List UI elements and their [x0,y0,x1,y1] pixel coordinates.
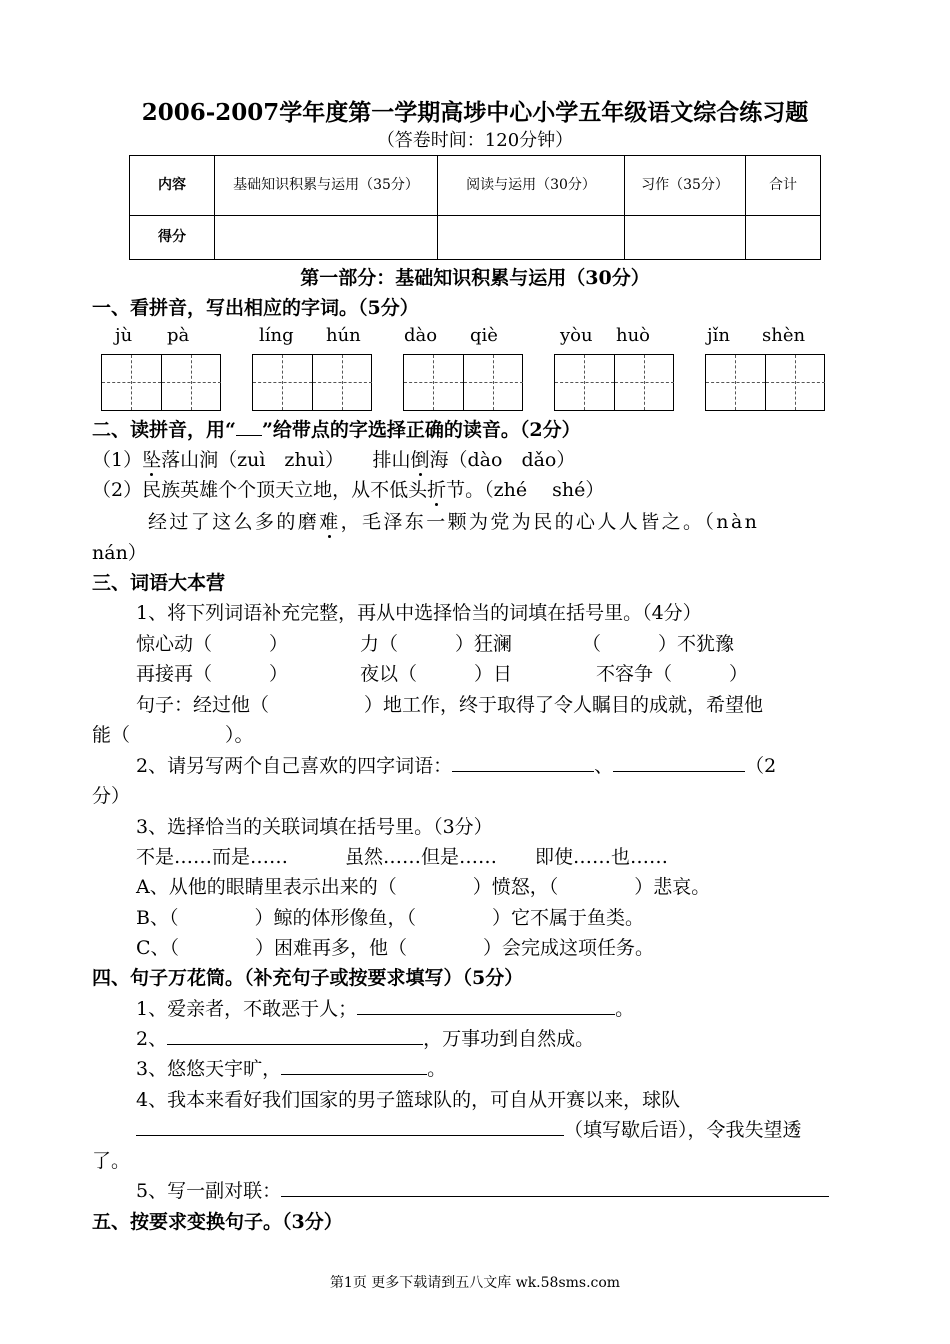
score-table [129,155,821,260]
q3-sentence-b: 能（ ）。 [92,724,254,746]
pinyin-1a: jù [115,325,133,346]
idiom-fill-2[interactable]: 力（ ）狂澜 [360,633,513,655]
score-table-header-basics: 基础知识积累与运用（35分） [215,156,438,216]
idiom-fill-5[interactable]: 夜以（ ）日 [360,663,513,685]
q4-item-4-line3: 了。 [92,1150,131,1172]
writing-grid[interactable] [252,354,372,411]
score-cell-basics[interactable] [215,216,438,260]
q3-sub2: 2、请另写两个自己喜欢的四字词语： 、 （2 [136,755,777,777]
writing-grid[interactable] [403,354,523,411]
score-cell-writing[interactable] [625,216,746,260]
q3-title: 三、词语大本营 [92,572,226,594]
q3-item-a[interactable]: A、从他的眼睛里表示出来的（ ）愤怒，（ ）悲哀。 [136,876,711,898]
score-cell-total[interactable] [746,216,821,260]
pinyin-4a: yòu [560,325,593,346]
writing-grid[interactable] [554,354,674,411]
q3-sub3: 3、选择恰当的关联词填在括号里。（3分） [136,816,493,838]
sentence-blank[interactable] [281,1056,427,1075]
xiehouyu-blank[interactable] [136,1117,564,1136]
pinyin-1b: pà [167,325,190,346]
q4-item-5: 5、写一副对联： [136,1176,829,1203]
pinyin-2b: hún [326,325,361,346]
pinyin-3b: qiè [470,325,498,346]
pinyin-5b: shèn [762,325,806,346]
page-title: 2006-2007学年度第一学期高埗中心小学五年级语文综合练习题 [141,99,809,126]
four-char-word-blank[interactable] [613,753,745,772]
part1-title: 第一部分：基础知识积累与运用（30分） [300,267,650,289]
score-table-score-label: 得分 [130,216,215,260]
pinyin-4b: huò [616,325,651,346]
idiom-fill-3[interactable]: （ ）不犹豫 [582,633,735,655]
pinyin-5a: jǐn [707,325,730,346]
q5-title: 五、按要求变换句子。（3分） [92,1211,343,1233]
q1-title: 一、看拼音，写出相应的字词。（5分） [92,297,419,319]
score-cell-reading[interactable] [438,216,625,260]
q2-line-2: （2）民族英雄个个顶天立地，从不低头折节。（zhé shé） [92,479,605,501]
pinyin-3a: dào [404,325,438,346]
q3-sub1: 1、将下列词语补充完整，再从中选择恰当的词填在括号里。（4分） [136,602,702,624]
idiom-fill-4[interactable]: 再接再（ ） [136,663,289,685]
q4-item-4: 4、我本来看好我们国家的男子篮球队的，可自从开赛以来，球队 [136,1089,681,1111]
sentence-blank[interactable] [167,1026,423,1045]
q4-item-1: 1、爱亲者，不敢恶于人； 。 [136,998,635,1020]
conjunction-options: 不是……而是…… 虽然……但是…… 即使……也…… [136,846,669,868]
q2-title: 二、读拼音，用“ ”给带点的字选择正确的读音。（2分） [92,419,581,441]
pinyin-2a: líng [259,325,294,346]
q3-item-c[interactable]: C、（ ）困难再多，他（ ）会完成这项任务。 [136,937,655,959]
score-table-header-content: 内容 [130,156,215,216]
four-char-word-blank[interactable] [452,753,594,772]
q3-sentence-a: 句子：经过他（ ）地工作，终于取得了令人瞩目的成就，希望他 [136,694,764,716]
idiom-fill-6[interactable]: 不容争（ ） [596,663,749,685]
q2-line-1: （1）坠落山涧（zuì zhuì） 排山倒海（dào dǎo） [92,449,576,471]
sentence-blank[interactable] [357,996,615,1015]
couplet-blank[interactable] [281,1178,829,1197]
q2-line-4: nán） [92,542,147,564]
q4-title: 四、句子万花筒。（补充句子或按要求填写）（5分） [92,967,524,989]
q2-line-3: 经过了这么多的磨难，毛泽东一颗为党为民的心人人皆之。（nàn [148,511,760,533]
writing-grid[interactable] [101,354,221,411]
q4-item-2: 2、 ，万事功到自然成。 [136,1028,595,1050]
page-footer: 第1页 更多下载请到五八文库 wk.58sms.com [329,1275,621,1291]
q3-sub2-points: 分） [92,785,131,807]
q3-item-b[interactable]: B、（ ）鲸的体形像鱼，（ ）它不属于鱼类。 [136,907,644,929]
q4-item-3: 3、悠悠天宇旷， 。 [136,1058,447,1080]
score-table-header-writing: 习作（35分） [625,156,746,216]
score-table-header-reading: 阅读与运用（30分） [438,156,625,216]
exam-duration: （答卷时间：120分钟） [376,130,574,151]
idiom-fill-1[interactable]: 惊心动（ ） [136,633,289,655]
writing-grid[interactable] [705,354,825,411]
score-table-header-total: 合计 [746,156,821,216]
q4-item-4-line2: （填写歇后语），令我失望透 [136,1115,802,1142]
